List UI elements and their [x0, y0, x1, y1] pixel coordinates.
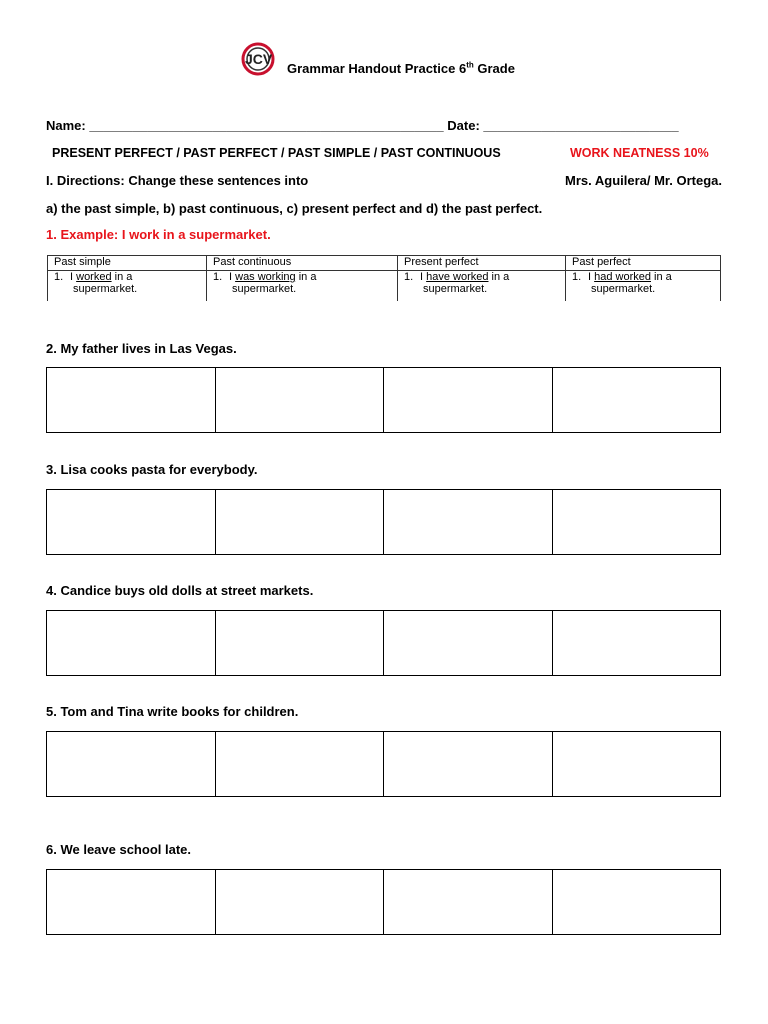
example-table [47, 255, 721, 301]
exercise-3-answer-grid [46, 489, 721, 555]
answer-box-past-perfect[interactable] [552, 870, 721, 935]
answer-box-present-perfect[interactable] [384, 732, 553, 797]
answer-box-past-simple[interactable] [47, 368, 216, 433]
answer-box-past-perfect[interactable] [552, 368, 721, 433]
header-past-simple: Past simple [48, 256, 207, 271]
answer-box-past-continuous[interactable] [215, 490, 384, 555]
example-cell-present-perfect: 1. I have worked in a supermarket. [398, 271, 566, 302]
date-field[interactable]: ___________________________ [483, 118, 679, 133]
directions-list: a) the past simple, b) past continuous, c) present perfect and d) the past perfect. [46, 201, 543, 216]
exercise-4-prompt: 4. Candice buys old dolls at street markets. [46, 583, 314, 598]
answer-box-past-continuous[interactable] [215, 368, 384, 433]
exercise-3-prompt: 3. Lisa cooks pasta for everybody. [46, 462, 258, 477]
name-field[interactable]: _________________________________________________ [89, 118, 444, 133]
exercise-6-prompt: 6. We leave school late. [46, 842, 191, 857]
name-label: Name: [46, 118, 86, 133]
exercise-5-answer-grid [46, 731, 721, 797]
date-label: Date: [447, 118, 480, 133]
header-present-perfect: Present perfect [398, 256, 566, 271]
header-past-continuous: Past continuous [207, 256, 398, 271]
exercise-5-prompt: 5. Tom and Tina write books for children. [46, 704, 299, 719]
example-cell-past-continuous: 1. I was working in a supermarket. [207, 271, 398, 302]
exercise-2-prompt: 2. My father lives in Las Vegas. [46, 341, 237, 356]
answer-box-past-perfect[interactable] [552, 490, 721, 555]
neatness-note: WORK NEATNESS 10% [570, 146, 709, 160]
page-title: Grammar Handout Practice 6th Grade [287, 60, 515, 76]
answer-box-past-simple[interactable] [47, 490, 216, 555]
answer-box-past-simple[interactable] [47, 732, 216, 797]
topic-heading: PRESENT PERFECT / PAST PERFECT / PAST SIMPLE / PAST CONTINUOUS [52, 146, 501, 160]
answer-box-present-perfect[interactable] [384, 490, 553, 555]
answer-box-present-perfect[interactable] [384, 611, 553, 676]
example-cell-past-perfect: 1. I had worked in a supermarket. [566, 271, 721, 302]
answer-box-present-perfect[interactable] [384, 368, 553, 433]
exercise-2-answer-grid [46, 367, 721, 433]
exercise-6-answer-grid [46, 869, 721, 935]
answer-box-past-continuous[interactable] [215, 870, 384, 935]
school-logo [241, 42, 281, 76]
example-cell-past-simple: 1. I worked in a supermarket. [48, 271, 207, 302]
answer-box-past-simple[interactable] [47, 870, 216, 935]
svg-text:JCV: JCV [245, 51, 273, 67]
header-past-perfect: Past perfect [566, 256, 721, 271]
answer-box-past-continuous[interactable] [215, 732, 384, 797]
answer-box-past-perfect[interactable] [552, 611, 721, 676]
answer-box-past-simple[interactable] [47, 611, 216, 676]
answer-box-present-perfect[interactable] [384, 870, 553, 935]
teachers-text: Mrs. Aguilera/ Mr. Ortega. [565, 173, 723, 188]
name-date-row [46, 118, 679, 133]
exercise-4-answer-grid [46, 610, 721, 676]
directions-text: I. Directions: Change these sentences into [46, 173, 309, 188]
answer-box-past-continuous[interactable] [215, 611, 384, 676]
example-label: 1. Example: I work in a supermarket. [46, 227, 271, 242]
answer-box-past-perfect[interactable] [552, 732, 721, 797]
